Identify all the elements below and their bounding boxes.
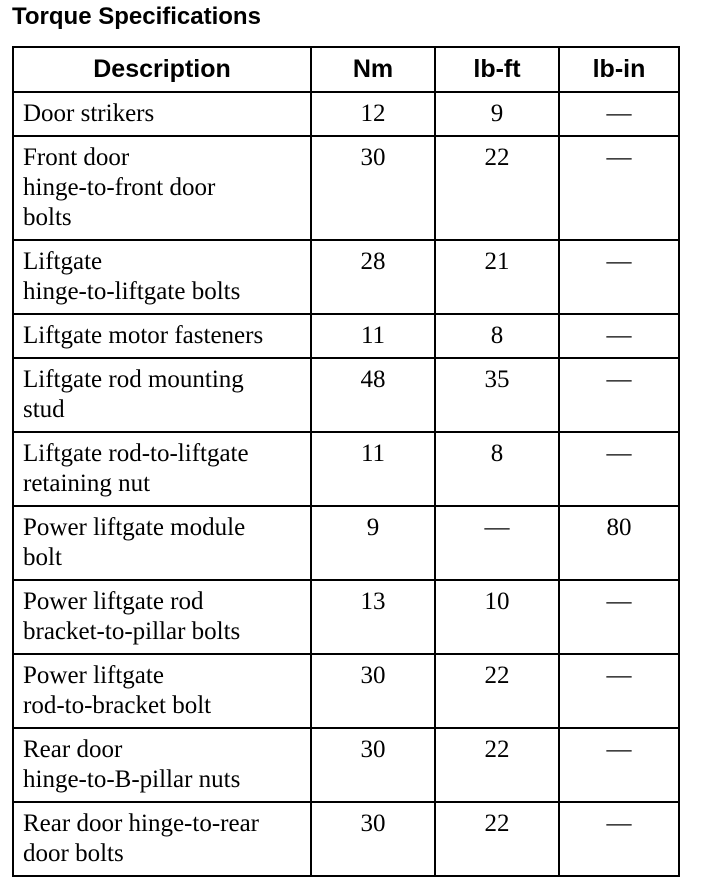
- lbft-cell: 35: [435, 358, 559, 432]
- description-line: bolts: [23, 204, 72, 231]
- table-row: [13, 314, 679, 358]
- lbft-cell: 9: [435, 92, 559, 136]
- description-cell: [13, 240, 311, 314]
- description-cell: [13, 314, 311, 358]
- nm-cell: 13: [311, 580, 435, 654]
- lbin-cell: —: [559, 432, 679, 506]
- lbin-cell: —: [559, 92, 679, 136]
- table-row: [13, 580, 679, 654]
- nm-cell: 30: [311, 136, 435, 240]
- nm-cell: 30: [311, 802, 435, 876]
- description-line: Liftgate motor fasteners: [23, 322, 264, 349]
- nm-cell: 11: [311, 314, 435, 358]
- description-line: hinge-to-liftgate bolts: [23, 278, 241, 305]
- nm-cell: 28: [311, 240, 435, 314]
- description-line: Liftgate: [23, 248, 103, 275]
- table-row: [13, 358, 679, 432]
- description-line: Power liftgate: [23, 662, 164, 689]
- description-line: Power liftgate rod: [23, 588, 204, 615]
- lbin-cell: —: [559, 580, 679, 654]
- description-line: Front door: [23, 144, 130, 171]
- description-line: Door strikers: [23, 100, 155, 127]
- column-header-description: Description: [13, 47, 311, 92]
- description-cell: [13, 136, 311, 240]
- description-cell: [13, 728, 311, 802]
- description-line: bracket-to-pillar bolts: [23, 618, 241, 645]
- lbin-cell: —: [559, 654, 679, 728]
- lbft-cell: 22: [435, 136, 559, 240]
- description-line: stud: [23, 396, 65, 423]
- description-line: bolt: [23, 544, 62, 571]
- description-cell: [13, 802, 311, 876]
- lbin-cell: —: [559, 314, 679, 358]
- column-header-nm: Nm: [311, 47, 435, 92]
- table-row: [13, 240, 679, 314]
- nm-cell: 12: [311, 92, 435, 136]
- description-line: Rear door: [23, 736, 123, 763]
- nm-cell: 9: [311, 506, 435, 580]
- lbft-cell: 21: [435, 240, 559, 314]
- nm-cell: 30: [311, 654, 435, 728]
- description-line: Liftgate rod-to-liftgate: [23, 440, 249, 467]
- lbft-cell: 22: [435, 728, 559, 802]
- lbin-cell: —: [559, 728, 679, 802]
- description-cell: [13, 506, 311, 580]
- lbft-cell: 8: [435, 314, 559, 358]
- description-line: Liftgate rod mounting: [23, 366, 244, 393]
- table-row: [13, 802, 679, 876]
- lbin-cell: —: [559, 802, 679, 876]
- lbin-cell: —: [559, 240, 679, 314]
- torque-spec-table: [12, 46, 680, 877]
- table-row: [13, 654, 679, 728]
- description-line: rod-to-bracket bolt: [23, 692, 212, 719]
- description-line: hinge-to-B-pillar nuts: [23, 766, 241, 793]
- nm-cell: 48: [311, 358, 435, 432]
- table-row: [13, 432, 679, 506]
- lbft-cell: —: [435, 506, 559, 580]
- description-cell: [13, 654, 311, 728]
- lbft-cell: 8: [435, 432, 559, 506]
- description-line: Power liftgate module: [23, 514, 246, 541]
- table-row: [13, 136, 679, 240]
- description-line: Rear door hinge-to-rear: [23, 810, 259, 837]
- column-header-lbin: lb-in: [559, 47, 679, 92]
- table-row: [13, 728, 679, 802]
- nm-cell: 11: [311, 432, 435, 506]
- description-line: retaining nut: [23, 470, 151, 497]
- lbin-cell: 80: [559, 506, 679, 580]
- table-header-row: [13, 47, 679, 92]
- nm-cell: 30: [311, 728, 435, 802]
- lbin-cell: —: [559, 136, 679, 240]
- description-line: door bolts: [23, 840, 124, 867]
- table-row: [13, 92, 679, 136]
- lbin-cell: —: [559, 358, 679, 432]
- column-header-lbft: lb-ft: [435, 47, 559, 92]
- lbft-cell: 22: [435, 654, 559, 728]
- description-line: hinge-to-front door: [23, 174, 216, 201]
- table-row: [13, 506, 679, 580]
- description-cell: [13, 92, 311, 136]
- description-cell: [13, 432, 311, 506]
- description-cell: [13, 580, 311, 654]
- lbft-cell: 22: [435, 802, 559, 876]
- page-title: Torque Specifications: [12, 3, 261, 30]
- lbft-cell: 10: [435, 580, 559, 654]
- description-cell: [13, 358, 311, 432]
